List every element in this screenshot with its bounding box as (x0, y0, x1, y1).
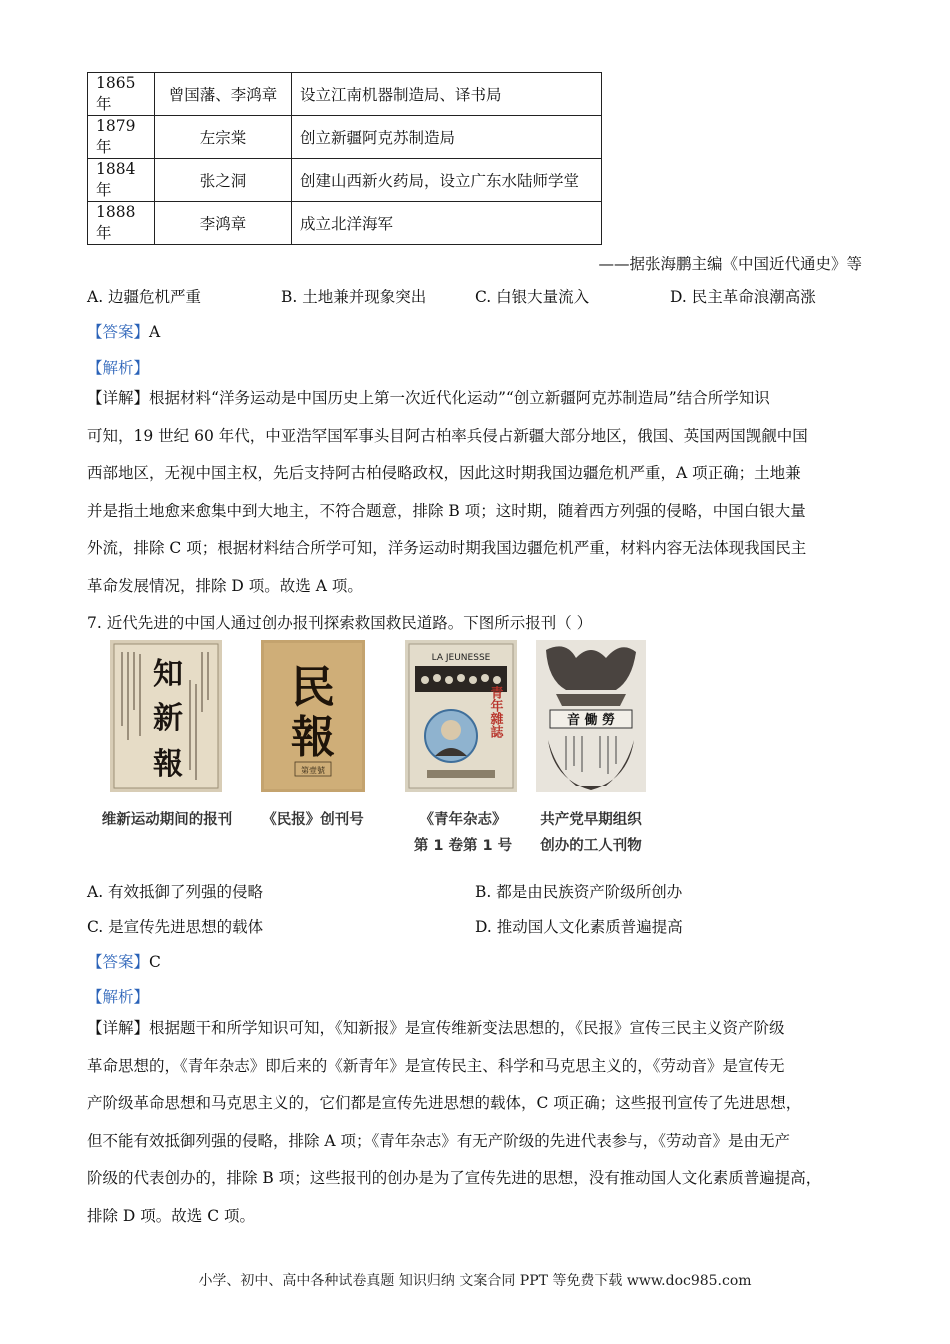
q7-detail-line: 产阶级革命思想和马克思主义的，它们都是宣传先进思想的载体，C 项正确；这些报刊宣传了先进思想， (87, 1094, 802, 1112)
q6-detail-line: 外流，排除 C 项；根据材料结合所学可知，洋务运动时期我国边疆危机严重，材料内容无法体现我国民主 (87, 539, 807, 557)
table-cell-event: 创建山西新火药局，设立广东水陆师学堂 (292, 159, 602, 202)
qingnian-title: 青年雜誌 (487, 686, 503, 738)
laodongyin-caption-2: 创办的工人刊物 (540, 838, 642, 854)
laodongyin-image (536, 640, 646, 792)
q6-detail-line: 可知，19 世纪 60 年代，中亚浩罕国军事头目阿古柏率兵侵占新疆大部分地区，俄国、英国两国觊觎中国 (87, 426, 808, 445)
table-cell-person: 李鸿章 (155, 202, 292, 245)
history-table (87, 72, 602, 245)
q6-option-a: A. 边疆危机严重 (87, 288, 202, 306)
q6-detail-line: 根据材料“洋务运动是中国历史上第一次近代化运动”“创立新疆阿克苏制造局”结合所学知识 (149, 389, 770, 407)
minbao-issue: 第壹號 (301, 766, 325, 775)
minbao-char: 民 (291, 662, 335, 713)
qingnian-caption-1: 《青年杂志》 (419, 812, 507, 828)
q6-analysis-line (87, 356, 149, 378)
table-row (88, 202, 602, 245)
q7-analysis-line (87, 985, 149, 1007)
table-cell-event: 成立北洋海军 (292, 202, 602, 245)
table-row (88, 73, 602, 116)
table-cell-person: 曾国藩、李鸿章 (155, 73, 292, 116)
q7-detail-line: 革命思想的，《青年杂志》即后来的《新青年》是宣传民主、科学和马克思主义的，《劳动音》是宣传无 (87, 1056, 785, 1075)
q6-detail-line: 并是指土地愈来愈集中到大地主，不符合题意，排除 B 项；这时期，随着西方列强的侵略，中国白银大量 (87, 501, 806, 520)
q7-detail-tag: 【详解】 (87, 1019, 150, 1037)
q7-answer-line (87, 950, 161, 972)
q7-detail-line: 排除 D 项。故选 C 项。 (87, 1206, 255, 1225)
qingnian-header: LA JEUNESSE (431, 653, 491, 663)
qingnian-cover (405, 640, 517, 792)
q7-option-a: A. 有效抵御了列强的侵略 (87, 883, 264, 901)
q7-answer-tag: 【答案】 (87, 953, 150, 971)
q6-option-d: D. 民主革命浪潮高涨 (670, 288, 816, 306)
table-cell-year: 1865年 (88, 73, 155, 116)
q7-option-b: B. 都是由民族资产阶级所创办 (475, 883, 683, 901)
q6-detail (87, 380, 867, 605)
laodongyin-cover (536, 640, 646, 792)
qingnian-caption-2: 第 1 卷第 1 号 (413, 838, 513, 854)
q6-answer: A (149, 323, 161, 341)
minbao-cover (261, 640, 365, 792)
q6-option-c: C. 白银大量流入 (475, 288, 590, 306)
q6-detail-line: 革命发展情况，排除 D 项。故选 A 项。 (87, 576, 363, 595)
table-cell-year: 1879年 (88, 116, 155, 159)
table-row (88, 159, 602, 202)
zhixinbao-cover (110, 640, 222, 792)
q7-option-d: D. 推动国人文化素质普遍提高 (475, 918, 683, 936)
q6-answer-tag: 【答案】 (87, 323, 150, 341)
q6-option-b: B. 土地兼并现象突出 (281, 288, 427, 306)
q7-stem: 7. 近代先进的中国人通过创办报刊探索救国救民道路。下图所示报刊（ ） (87, 614, 593, 632)
zhixinbao-char: 報 (153, 747, 183, 782)
q7-answer: C (149, 953, 161, 971)
zhixinbao-caption: 维新运动期间的报刊 (101, 812, 233, 828)
q7-detail-line: 阶级的代表创办的，排除 B 项；这些报刊的创办是为了宣传先进的思想，没有推动国人文化素质普遍提高， (87, 1169, 822, 1187)
minbao-char: 報 (291, 712, 335, 763)
table-row (88, 116, 602, 159)
q6-detail-tag: 【详解】 (87, 389, 150, 407)
table-cell-person: 左宗棠 (155, 116, 292, 159)
q6-detail-line: 西部地区，无视中国主权，先后支持阿古柏侵略政权，因此这时期我国边疆危机严重，A 项正确；土地兼 (87, 464, 801, 482)
q7-option-c: C. 是宣传先进思想的载体 (87, 918, 264, 936)
q7-detail-line: 但不能有效抵御列强的侵略，排除 A 项；《青年杂志》有无产阶级的先进代表参与，《劳动音》是由无产 (87, 1131, 791, 1150)
q7-detail (87, 1010, 867, 1235)
q6-answer-line (87, 320, 160, 342)
zhixinbao-char: 知 (153, 657, 183, 692)
minbao-caption: 《民报》创刊号 (262, 812, 364, 828)
qingnian-image (405, 640, 517, 792)
page-footer: 小学、初中、高中各种试卷真题 知识归纳 文案合同 PPT 等免费下载 www.doc985.com (198, 1273, 752, 1289)
minbao-image (261, 640, 365, 792)
q6-analysis-tag: 【解析】 (87, 359, 150, 377)
newspaper-images (87, 640, 687, 860)
table-cell-event: 设立江南机器制造局、译书局 (292, 73, 602, 116)
table-cell-event: 创立新疆阿克苏制造局 (292, 116, 602, 159)
table-cell-person: 张之洞 (155, 159, 292, 202)
table-source: ——据张海鹏主编《中国近代通史》等 (598, 255, 862, 273)
table-cell-year: 1888年 (88, 202, 155, 245)
laodongyin-title: 音 働 勞 (566, 713, 616, 728)
zhixinbao-image (110, 640, 222, 792)
q7-analysis-tag: 【解析】 (87, 988, 150, 1006)
laodongyin-caption-1: 共产党早期组织 (540, 812, 642, 828)
q7-detail-line: 根据题干和所学知识可知，《知新报》是宣传维新变法思想的，《民报》宣传三民主义资产阶级 (149, 1019, 785, 1037)
table-cell-year: 1884年 (88, 159, 155, 202)
zhixinbao-char: 新 (153, 701, 183, 736)
